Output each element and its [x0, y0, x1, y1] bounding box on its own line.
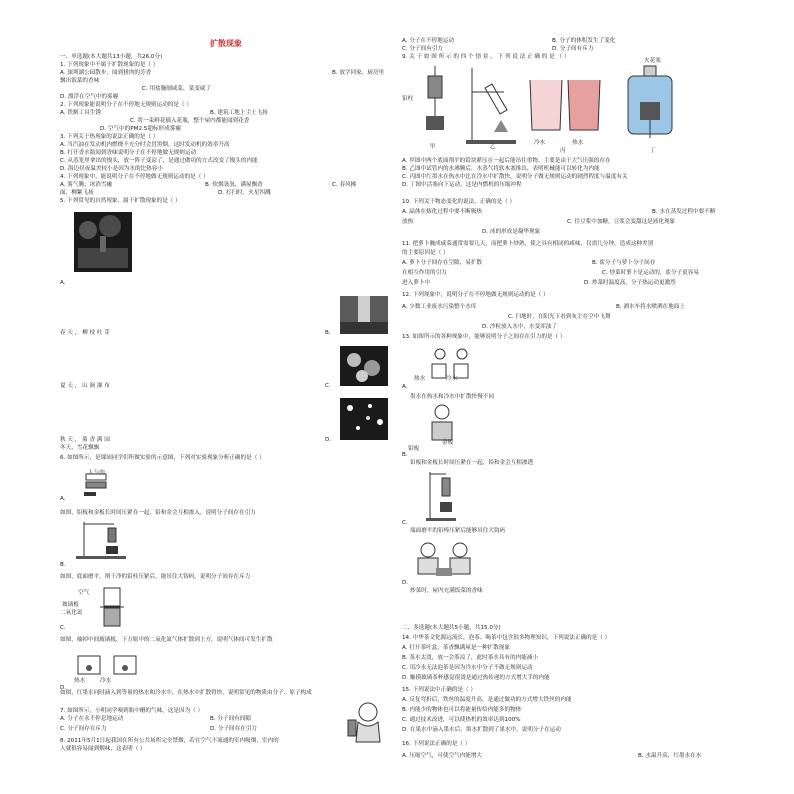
spring-willow-photo	[74, 212, 132, 272]
q4-option-b: B. 炊烟袅袅，满屋飘香	[205, 182, 263, 188]
q14-option-c: C. 用冷水无法泡茶是因为冷水中分子不做无规则运动	[402, 665, 533, 671]
q13-option-b-text: 铅板和金板长时间压紧在一起，铅和金会互相渗透	[410, 460, 534, 466]
q10-option-d: D. 冰的形成是凝华现象	[482, 229, 541, 235]
question-4: 4. 下列现象中，能说明分子在不停地做无规则运动的是（ ）	[60, 174, 209, 180]
q13-fig-cold-label: 冷水	[446, 376, 458, 382]
q9-option-a: A. 甲图中两个底面削平的铅块紧压在一起后能吊住重物，主要是由于大气压强的存在	[402, 158, 611, 164]
q9-fig-label-bing: 丙	[560, 148, 566, 154]
q12-option-d: D. 沙粒放入水中，水变浑浊了	[482, 324, 557, 330]
q11-option-b: B. 盐分子与萝卜分子间存	[592, 260, 656, 266]
question-14: 14. 中华茶文化源远流长，泡茶、喝茶中包含很多物理知识，下列说法正确的是（ ）	[402, 635, 611, 641]
q9-fig-yi	[464, 62, 524, 146]
fig-label-gold: 人与肉	[88, 470, 105, 476]
q6-option-d-label: D.	[60, 685, 67, 691]
q6-option-a-label: A.	[60, 496, 66, 502]
fig-label-hot: 热水	[74, 678, 86, 684]
q9-fig-hot-label: 热水	[572, 140, 584, 146]
q13-fig-hot-label: 热水	[414, 376, 426, 382]
fig-label-glass: 玻璃板	[62, 602, 79, 608]
question-1: 1. 下列现象中不属于扩散现象的是（ ）	[60, 62, 159, 68]
question-11: 11. 把萝卜腌成咸菜通常需要几天，而把萝卜炒熟，使之具有相同的咸味，仅需几分钟，造成这种差别	[402, 241, 654, 247]
q14-option-a: A. 打开茶叶盒，茶香飘满屋是一种扩散现象	[402, 645, 510, 651]
q7-option-a: A. 分子在永不停息地运动	[60, 716, 124, 722]
q11-option-d: D. 炒菜时温度高，分子热运动更激烈	[584, 280, 676, 286]
q9-fig-jia	[410, 62, 460, 146]
q11-option-b-cont: 在相互作用的引力	[402, 270, 447, 276]
q4-option-d: D. 打扫时，火星四溅	[218, 190, 271, 196]
q6-option-c-text: 如图，抽掉中间玻璃板，下方瓶中的二氧化氮气体扩散到上方，说明气体间可发生扩散	[60, 637, 273, 643]
q13-option-a-label: A.	[402, 384, 408, 390]
q2-option-d: D. 空气中的PM2.5超标形成雾霾	[100, 126, 181, 132]
q13-option-b-label: B.	[402, 452, 408, 458]
winter-snow-photo	[340, 398, 388, 440]
q10-option-b-cont: 放热	[402, 219, 414, 225]
question-6: 6. 如图所示，是课间同学们所做实验的示意图，下列对实验现象分析正确的是（ ）	[60, 455, 265, 461]
q9-option-b: B. 乙图中试管内的水沸腾后，水蒸气将软木塞推出，表明机械能可以转化为内能	[402, 166, 600, 172]
autumn-chrysanthemum-photo	[340, 346, 388, 386]
q13-fig-gold-label: 金板	[442, 440, 454, 446]
question-8: 8. 2011年5月1日起我国在所有公共场所完全禁烟，若在空气不流通的室内吸烟，室内的	[60, 738, 279, 744]
q4-option-c-cont: 面，柳絮飞扬	[60, 190, 94, 196]
question-16: 16. 下列说法正确的是（ ）	[402, 741, 471, 747]
question-15: 15. 下列说法中正确的是（ ）	[402, 687, 476, 693]
q2-option-a: A. 铁制工具生锈	[60, 110, 101, 116]
q3-option-d: D. 海边昼夜温差较小是因为水的比热容小	[60, 166, 163, 172]
q8-option-a: A. 分子在不停地运动	[402, 38, 455, 44]
q9-fig-lead-label: 铅柱	[402, 96, 414, 102]
q5-option-b-caption: 夏 天 ， 山 涧 瀑 布	[60, 383, 110, 389]
q9-fig-label-ding: 丁	[650, 148, 656, 154]
q6-option-c-label: C.	[60, 625, 66, 631]
question-5: 5. 下列常见的自然现象，属于扩散现象的是（ ）	[60, 198, 181, 204]
q11-option-c-cont: 进入萝卜中	[402, 280, 430, 286]
q6-option-a-text: 如图，铅板和金板长时间压紧在一起，铅和金会互相渗入，说明分子间存在引力	[60, 510, 256, 516]
question-10: 10. 下列关于物态变化的说法，正确的是（ ）	[402, 199, 516, 205]
q9-fig-label-jia: 甲	[430, 144, 436, 150]
q12-option-a: A. 少数工业废水污染整个水库	[402, 304, 477, 310]
q8-option-d: D. 分子间有斥力	[552, 46, 594, 52]
q13-fig-b-lead-gold	[426, 402, 460, 444]
q9-fig-ding-engine	[614, 62, 686, 146]
section-heading-multi: 二、多选题(本大题共5小题，共15.0分)	[402, 625, 501, 631]
q12-option-c: C. 扫地时，在阳光下看到灰尘在空中飞舞	[508, 314, 611, 320]
q9-fig-cold-label: 冷水	[534, 140, 546, 146]
q15-option-a: A. 反复弯折后，铁丝的温度升高，是通过做功的方式增大铁丝的内能	[402, 697, 572, 703]
q7-option-b: B. 分子间有间隙	[210, 716, 251, 722]
q16-option-a: A. 压缩空气，可使空气内能增大	[402, 753, 483, 759]
question-11-cont: 的主要原因是（ ）	[402, 250, 449, 256]
q5-option-b-label: B.	[325, 330, 331, 336]
q16-option-b: B. 水温升高，红墨水在水	[638, 753, 702, 759]
q13-fig-lead-label: 铅板	[408, 446, 420, 452]
q7-fig-boy-vinegar	[344, 700, 386, 744]
q6-fig-a-lead-gold	[78, 466, 138, 506]
q9-option-c: C. 丙图中红墨水在热水中比在冷水中扩散快，说明分子做无规则运动的剧烈程度与温度有关	[402, 174, 628, 180]
question-9: 9. 关 于 如 图 所 示 的 四 个 情 景 ， 下 列 说 法 正 确 的 是 （ ）	[402, 54, 570, 60]
question-7: 7. 如图所示，小明同学嗅到瓶中醋的气味，这是因为（ ）	[60, 708, 204, 714]
q15-option-b: B. 内能少的物体也可以将能量传给内能多的物体	[402, 707, 522, 713]
q2-option-c: C. 将一束鲜花插入花瓶，整个屋内都能闻到花香	[130, 118, 250, 124]
q6-option-b-label: B.	[60, 562, 66, 568]
q13-option-a-text: 墨水在热水和冷水中扩散快慢不同	[410, 394, 494, 400]
q15-option-d: D. 在果水中滴入墨水后，墨水扩散到了果水中，说明分子在运动	[402, 727, 561, 733]
q8-option-b: B. 分子的体积发生了变化	[552, 38, 616, 44]
q8-option-c: C. 分子间有引力	[402, 46, 444, 52]
q2-option-b: B. 建筑工地上尘土飞扬	[210, 110, 268, 116]
q4-option-a: A. 雾气腾；冰消雪融	[60, 182, 113, 188]
q13-option-c-text: 端面磨平的铅棒压紧后能够吊住大钩码	[410, 528, 506, 534]
q6-fig-d-hot-cold	[74, 650, 154, 678]
q10-option-a: A. 晶体在熔化过程中要不断吸热	[402, 209, 483, 215]
q10-option-c: C. 往豆浆中加糖，豆浆会变甜这是液化现象	[567, 219, 676, 225]
q11-option-c: C. 炒菜时萝卜是运动的，盐分子更容易	[602, 270, 699, 276]
q1-option-b-cont: 飘出饭菜的香味	[60, 78, 100, 84]
page-title: 扩散现象	[210, 39, 242, 48]
q6-fig-b-lead-cylinder	[74, 520, 134, 560]
q13-fig-d-cooking	[412, 540, 482, 580]
q9-fig-sparkplug-label: 火花塞	[644, 58, 661, 64]
q13-option-d-text: 炒菜时，屋内充满饭菜的香味	[410, 588, 483, 594]
q1-option-d: D. 漂浮在空气中的雾霾	[60, 94, 119, 100]
q5-option-c-label: C.	[325, 383, 331, 389]
q3-option-a: A. 当汽油在发动机内燃烧不充分时会冒黑烟，这时发动机的效率升高	[60, 142, 230, 148]
fig-label-cold: 冷水	[100, 678, 112, 684]
section-heading-single: 一、单选题(本大题共13小题，共26.0分)	[60, 54, 163, 60]
summer-waterfall-photo	[340, 296, 388, 334]
q3-option-b: B. 打开香水瓶闻到香味说明分子在不停地做无规则运动	[60, 150, 197, 156]
q1-option-b: B. 放学回家，厨房里	[332, 70, 385, 76]
q1-option-a: A. 深圳湖公园散步，闻到猪肉的芳香	[60, 70, 152, 76]
q5-option-a-label: A.	[60, 280, 66, 286]
question-12: 12. 下列现象中，说明分子在不停地做无规则运动的是（ ）	[402, 292, 549, 298]
q6-option-b-text: 如图，底面磨平，削干净的铅柱压紧后，能吊住大钩码，说明分子间存在斥力	[60, 574, 251, 580]
q9-fig-label-yi: 乙	[490, 144, 496, 150]
q3-option-c: C. 从蒸笼里拿出的馒头，放一阵子变凉了，是通过做功的方式改变了馒头的内能	[60, 158, 258, 164]
q9-fig-bing	[526, 74, 604, 138]
q9-option-d: D. 丁图中活塞向下运动，这是内燃机的压缩冲程	[402, 182, 522, 188]
q13-option-d-label: D.	[402, 580, 409, 586]
q6-option-d-text: 如图，红墨水同时滴入到等量的热水和冷水中，在热水中扩散得快，说明常见的物质由分子、原子构成	[60, 690, 312, 696]
q1-option-c: C. 用盐腌制咸菜，菜变咸了	[142, 86, 211, 92]
q5-option-c-caption: 秋 天 ， 菊 香 满 园	[60, 437, 110, 443]
q7-option-c: C. 分子间存在斥力	[60, 726, 107, 732]
q11-option-a: A. 萝卜分子间存在空隙，易扩散	[402, 260, 483, 266]
q14-option-d: D. 触摸玻璃茶杯感觉很烫是通过热传递的方式增大手的内能	[402, 675, 550, 681]
fig-label-air: 空气	[78, 590, 90, 596]
question-2: 2. 下列现象能说明分子在不停地无规则运动的是（ ）	[60, 102, 192, 108]
q12-option-b: B. 洒水车将水喷洒在地面上	[616, 304, 685, 310]
q7-option-d: D. 分子间存在引力	[210, 726, 258, 732]
q5-option-d-caption: 冬天，雪花飘飘	[60, 445, 100, 451]
q14-option-b: B. 茶水太烫，放一会茶凉了，此时茶水具有的内能减小	[402, 655, 539, 661]
question-13: 13. 如图所示的各种现象中，能够说明分子之间存在引力的是（ ）	[402, 334, 566, 340]
q10-option-b: B. 水在蒸发过程中要不断	[652, 209, 716, 215]
question-8-cont: 人就很容易闻到烟味，这表明（ ）	[60, 746, 146, 752]
q4-option-c: C. 春风拂	[332, 182, 357, 188]
q13-fig-c-lead-rods	[426, 470, 460, 522]
fig-label-no2: 二氧化氮	[60, 610, 83, 616]
q5-option-a-caption: 春 天 ， 柳 枝 吐 芽	[60, 330, 110, 336]
question-3: 3. 下列关于热现象的说法正确的是（ ）	[60, 134, 159, 140]
q15-option-c: C. 通过技术改进，可以使热机的效率达到100%	[402, 717, 521, 723]
q5-option-d-label: D.	[325, 437, 332, 443]
q13-option-c-label: C.	[402, 520, 408, 526]
